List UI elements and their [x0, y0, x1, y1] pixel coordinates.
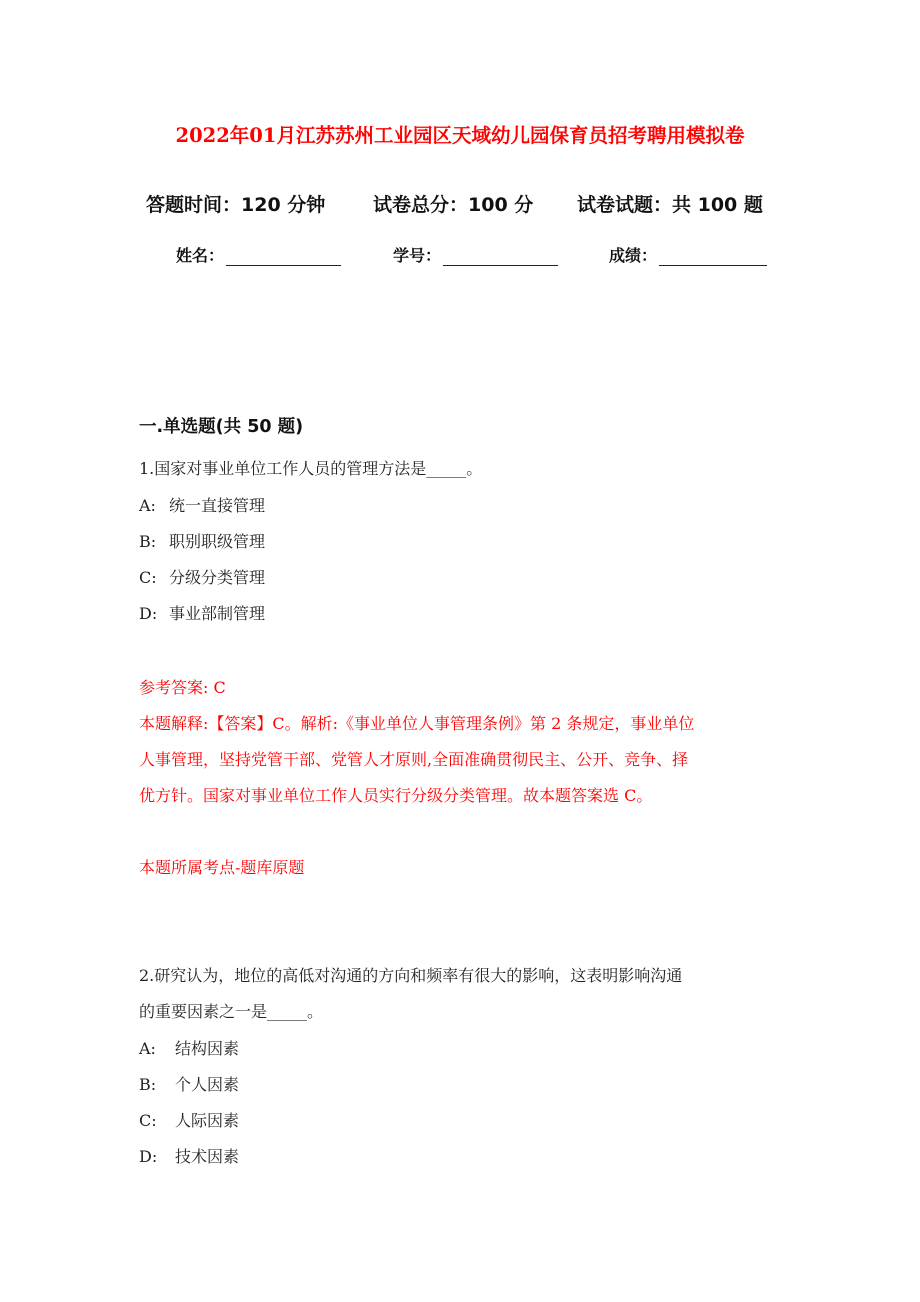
- question-1-option-a: A: 统一直接管理: [139, 496, 266, 515]
- name-label: 姓名：: [176, 246, 225, 265]
- score-label: 成绩：: [609, 246, 658, 265]
- student-id-label: 学号：: [393, 246, 442, 265]
- exam-title: 2022年01月江苏苏州工业园区天域幼儿园保育员招考聘用模拟卷: [175, 124, 745, 147]
- score-blank: [659, 247, 767, 266]
- question-2-option-a: A: 结构因素: [139, 1039, 240, 1058]
- question-1-option-d: D: 事业部制管理: [139, 604, 266, 623]
- question-2-option-c: C: 人际因素: [139, 1111, 240, 1130]
- name-field: [176, 243, 341, 266]
- question-1-answer: 参考答案: C: [139, 678, 226, 697]
- question-1-stem: 1.国家对事业单位工作人员的管理方法是_____。: [139, 459, 483, 478]
- exam-question-count: 试卷试题：共 100 题: [577, 194, 763, 216]
- question-1-source: 本题所属考点-题库原题: [139, 858, 305, 877]
- section-title: 一.单选题(共 50 题): [139, 417, 304, 437]
- question-1-explanation-line-3: 优方针。国家对事业单位工作人员实行分级分类管理。故本题答案选 C。: [139, 786, 653, 805]
- exam-time: 答题时间：120 分钟: [146, 194, 326, 216]
- question-1-option-c: C: 分级分类管理: [139, 568, 266, 587]
- question-2-option-d: D: 技术因素: [139, 1147, 240, 1166]
- question-1-explanation-line-1: 本题解释:【答案】C。解析:《事业单位人事管理条例》第 2 条规定，事业单位: [139, 714, 695, 733]
- exam-total-score: 试卷总分：100 分: [373, 194, 534, 216]
- student-id-field: [393, 243, 558, 266]
- name-blank: [226, 247, 341, 266]
- question-1-option-b: B: 职别职级管理: [139, 532, 266, 551]
- question-2-option-b: B: 个人因素: [139, 1075, 240, 1094]
- student-id-blank: [443, 247, 558, 266]
- question-2-stem-line-1: 2.研究认为，地位的高低对沟通的方向和频率有很大的影响，这表明影响沟通: [139, 966, 683, 985]
- question-2-stem-line-2: 的重要因素之一是_____。: [139, 1002, 324, 1021]
- question-1-explanation-line-2: 人事管理，坚持党管干部、党管人才原则,全面准确贯彻民主、公开、竞争、择: [139, 750, 689, 769]
- score-field: [609, 243, 767, 266]
